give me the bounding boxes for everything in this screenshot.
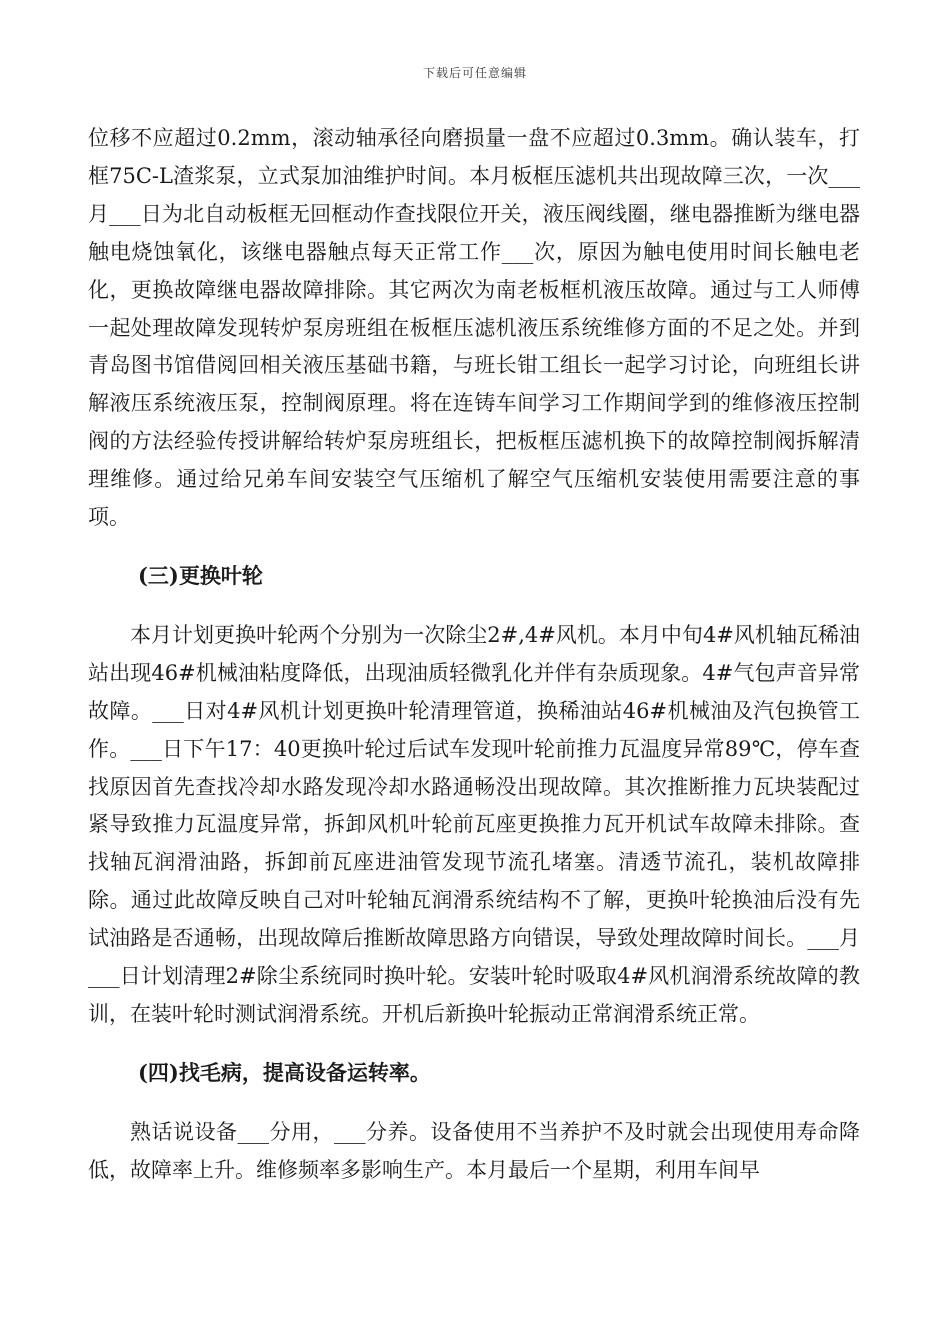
section-heading-replace-impeller: (三)更换叶轮: [138, 562, 263, 588]
paragraph-impeller-replacement: 本月计划更换叶轮两个分别为一次除尘2#,4#风机。本月中旬4#风机轴瓦稀油站出现46#机械油粘度降低，出现油质轻微乳化并伴有杂质现象。4#气包声音异常故障。___日对4#风机计划更换叶轮清理管道，换稀油站46#机械油及汽包换管工作。___日下午17：40更换叶轮过后试车发现叶轮前推力瓦温度异常89℃，停车查找原因首先查找冷却水路发现冷却水路通畅没出现故障。其次推断推力瓦块装配过紧导致推力瓦温度异常，拆卸风机叶轮前瓦座更换推力瓦开机试车故障未排除。查找轴瓦润滑油路，拆卸前瓦座进油管发现节流孔堵塞。清透节流孔，装机故障排除。通过此故障反映自己对叶轮轴瓦润滑系统结构不了解，更换叶轮换油后没有先试油路是否通畅，出现故障后推断故障思路方向错误，导致处理故障时间长。___月___日计划清理2#除尘系统同时换叶轮。安装叶轮时吸取4#风机润滑系统故障的教训，在装叶轮时测试润滑系统。开机后新换叶轮振动正常润滑系统正常。: [88, 622, 860, 1026]
paragraph-maintenance-summary: 位移不应超过0.2mm，滚动轴承径向磨损量一盘不应超过0.3mm。确认装车，打框75C-L渣浆泵，立式泵加油维护时间。本月板框压滤机共出现故障三次，一次___月___日为北自动板框无回框动作查找限位开关，液压阀线圈，继电器推断为继电器触电烧蚀氧化，该继电器触点每天正常工作___次，原因为触电使用时间长触电老化，更换故障继电器故障排除。其它两次为南老板框机液压故障。通过与工人师傅一起处理故障发现转炉泵房班组在板框压滤机液压系统维修方面的不足之处。并到青岛图书馆借阅回相关液压基础书籍，与班长钳工组长一起学习讨论，向班组长讲解液压系统液压泵，控制阀原理。将在连铸车间学习工作期间学到的维修液压控制阀的方法经验传授讲解给转炉泵房班组长，把板框压滤机换下的故障控制阀拆解清理维修。通过给兄弟车间安装空气压缩机了解空气压缩机安装使用需要注意的事项。: [88, 126, 860, 530]
section-heading-find-problems: (四)找毛病，提高设备运转率。: [138, 1059, 431, 1085]
page-header: 下载后可任意编辑: [422, 66, 527, 80]
paragraph-equipment-care: 熟话说设备___分用，___分养。设备使用不当养护不及时就会出现使用寿命降低，故障率上升。维修频率多影响生产。本月最后一个星期，利用车间早: [88, 1119, 860, 1182]
document-body: [88, 120, 860, 1190]
